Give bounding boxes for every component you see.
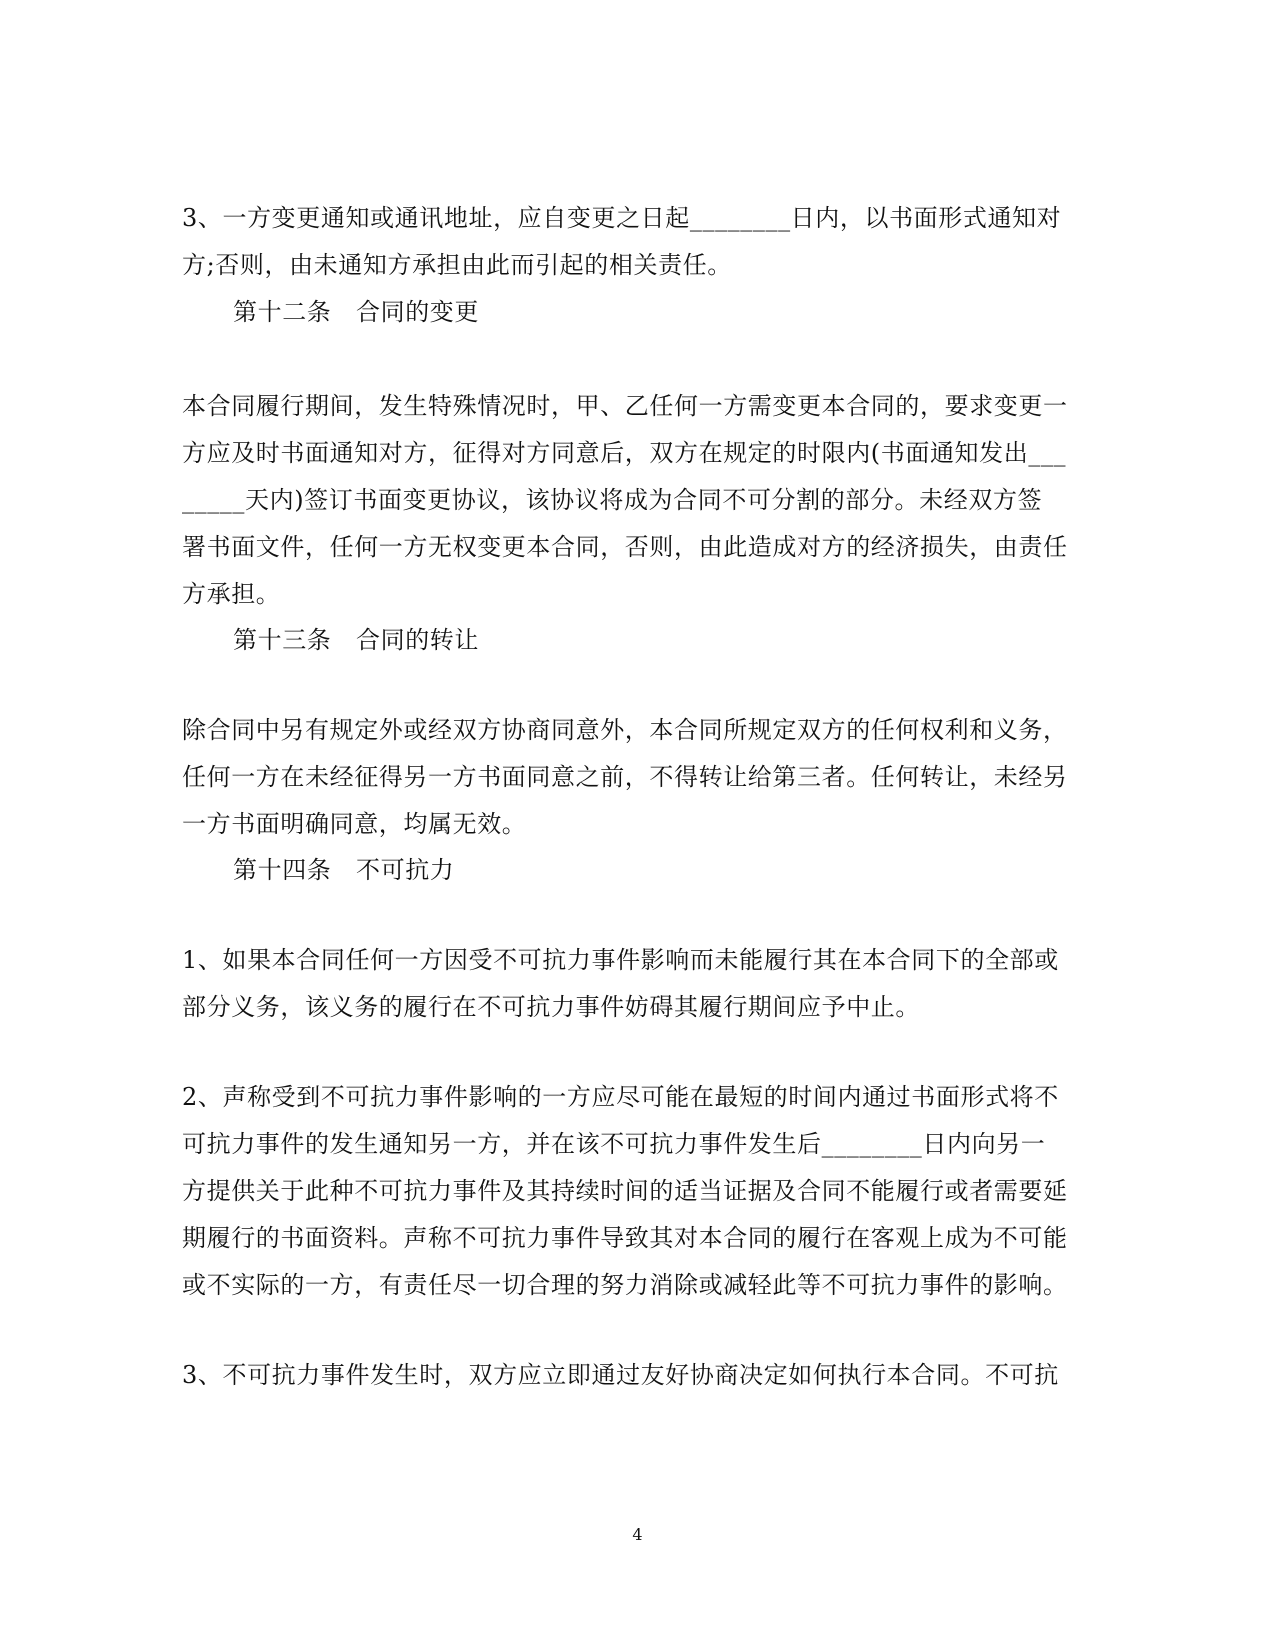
text-line: 或不实际的一方，有责任尽一切合理的努力消除或减轻此等不可抗力事件的影响。 bbox=[182, 1271, 1068, 1299]
text-line: 可抗力事件的发生通知另一方，并在该不可抗力事件发生后________日内向另一 bbox=[182, 1130, 1046, 1158]
text-line: 3、一方变更通知或通讯地址，应自变更之日起________日内，以书面形式通知对 bbox=[182, 204, 1062, 232]
text-line: 方提供关于此种不可抗力事件及其持续时间的适当证据及合同不能履行或者需要延 bbox=[182, 1177, 1068, 1205]
text-line: 2、声称受到不可抗力事件影响的一方应尽可能在最短的时间内通过书面形式将不 bbox=[182, 1083, 1059, 1111]
text-line: 方应及时书面通知对方，征得对方同意后，双方在规定的时限内(书面通知发出___ bbox=[182, 439, 1067, 467]
text-line: 期履行的书面资料。声称不可抗力事件导致其对本合同的履行在客观上成为不可能 bbox=[182, 1224, 1068, 1252]
section-heading-13: 第十三条 合同的转让 bbox=[233, 626, 479, 654]
section-heading-12: 第十二条 合同的变更 bbox=[233, 298, 479, 326]
text-line: 3、不可抗力事件发生时，双方应立即通过友好协商决定如何执行本合同。不可抗 bbox=[182, 1361, 1059, 1389]
text-line: 方;否则，由未通知方承担由此而引起的相关责任。 bbox=[182, 251, 732, 279]
text-line: 任何一方在未经征得另一方书面同意之前，不得转让给第三者。任何转让，未经另 bbox=[182, 763, 1068, 791]
text-line: 本合同履行期间，发生特殊情况时，甲、乙任何一方需变更本合同的，要求变更一 bbox=[182, 392, 1068, 420]
text-line: 署书面文件，任何一方无权变更本合同，否则，由此造成对方的经济损失，由责任 bbox=[182, 533, 1068, 561]
text-line: 一方书面明确同意，均属无效。 bbox=[182, 810, 527, 838]
text-line: 方承担。 bbox=[182, 580, 281, 608]
section-heading-14: 第十四条 不可抗力 bbox=[233, 856, 455, 884]
text-line: _____天内)签订书面变更协议，该协议将成为合同不可分割的部分。未经双方签 bbox=[182, 486, 1043, 514]
text-line: 1、如果本合同任何一方因受不可抗力事件影响而未能履行其在本合同下的全部或 bbox=[182, 946, 1059, 974]
text-line: 部分义务，该义务的履行在不可抗力事件妨碍其履行期间应予中止。 bbox=[182, 993, 920, 1021]
page-number: 4 bbox=[632, 1525, 643, 1544]
text-line: 除合同中另有规定外或经双方协商同意外，本合同所规定双方的任何权利和义务， bbox=[182, 716, 1068, 744]
